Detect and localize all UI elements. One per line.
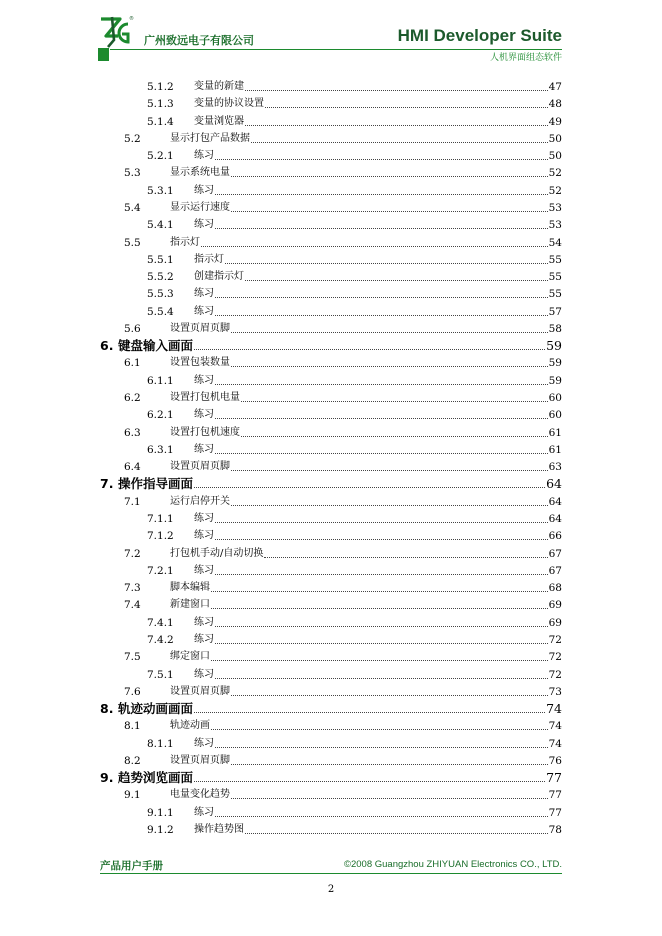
toc-entry-page: 57 — [548, 305, 562, 318]
toc-entry-page: 47 — [548, 81, 562, 93]
toc-entry-number: 7.4 — [124, 599, 141, 612]
toc-entry-title: 打包机手动/自动切换 — [170, 547, 264, 559]
toc-dot-leader — [225, 263, 548, 264]
toc-entry-title: 练习 — [194, 737, 214, 749]
toc-entry-number: 6. — [100, 338, 114, 354]
toc-entry[interactable] — [0, 182, 662, 199]
toc-entry[interactable] — [0, 683, 662, 700]
toc-dot-leader — [245, 280, 548, 281]
toc-entry-number: 7. — [100, 476, 114, 492]
toc-entry[interactable] — [0, 251, 662, 268]
toc-entry[interactable] — [0, 579, 662, 596]
toc-entry[interactable] — [0, 648, 662, 665]
toc-entry-number: 5.5.2 — [147, 271, 174, 284]
toc-dot-leader — [211, 591, 548, 592]
toc-entry-title: 练习 — [194, 530, 214, 542]
toc-entry[interactable] — [0, 354, 662, 371]
toc-entry[interactable] — [0, 493, 662, 510]
toc-entry-number: 5.1.4 — [147, 115, 174, 128]
toc-entry-number: 5.5.3 — [147, 288, 174, 301]
toc-entry-page: 59 — [546, 338, 562, 354]
toc-dot-leader — [265, 107, 548, 108]
toc-entry-title: 练习 — [194, 616, 214, 628]
toc-dot-leader — [215, 315, 548, 316]
toc-dot-leader — [215, 194, 548, 195]
toc-dot-leader — [201, 246, 548, 247]
toc-entry-number: 5.1.2 — [147, 81, 174, 93]
footer-rule — [100, 873, 562, 874]
toc-entry-page: 64 — [548, 495, 562, 508]
toc-entry-title: 练习 — [194, 150, 214, 162]
toc-entry[interactable] — [0, 510, 662, 527]
footer-manual-label: 产品用户手册 — [100, 860, 163, 872]
toc-dot-leader — [231, 470, 548, 471]
toc-dot-leader — [231, 695, 548, 696]
toc-entry-page: 60 — [548, 392, 562, 405]
toc-entry[interactable] — [0, 406, 662, 423]
toc-entry[interactable] — [0, 735, 662, 752]
toc-dot-leader — [215, 643, 548, 644]
toc-entry-number: 7.6 — [124, 685, 141, 698]
toc-entry-title: 练习 — [194, 409, 214, 421]
toc-dot-leader — [231, 798, 548, 799]
toc-entry-title: 轨迹动画画面 — [118, 701, 194, 717]
toc-entry-title: 练习 — [194, 443, 214, 455]
toc-entry-title: 练习 — [194, 564, 214, 576]
toc-entry[interactable] — [0, 234, 662, 251]
toc-entry[interactable] — [0, 130, 662, 147]
toc-dot-leader — [194, 781, 545, 782]
toc-dot-leader — [194, 487, 545, 488]
toc-entry[interactable] — [0, 441, 662, 458]
toc-entry-page: 72 — [548, 651, 562, 664]
toc-entry-title: 练习 — [194, 513, 214, 524]
toc-entry-page: 64 — [548, 513, 562, 525]
toc-dot-leader — [231, 505, 548, 506]
toc-entry-number: 7.1 — [124, 495, 141, 508]
toc-entry-number: 5.5 — [124, 236, 141, 249]
toc-entry-page: 52 — [548, 184, 562, 197]
toc-entry-title: 练习 — [194, 374, 214, 386]
toc-entry-page: 74 — [548, 720, 562, 733]
toc-entry-page: 53 — [548, 219, 562, 232]
svg-text:®: ® — [129, 16, 134, 22]
toc-entry[interactable] — [0, 78, 662, 95]
toc-entry-number: 6.4 — [124, 461, 141, 474]
toc-entry-title: 操作指导画面 — [118, 476, 194, 492]
toc-entry[interactable] — [0, 216, 662, 233]
toc-entry-number: 9.1.1 — [147, 806, 174, 819]
toc-entry[interactable] — [0, 303, 662, 320]
toc-entry-page: 74 — [548, 737, 562, 750]
toc-entry-title: 练习 — [194, 288, 214, 300]
toc-entry-page: 59 — [548, 357, 562, 370]
header-rule — [110, 49, 562, 50]
toc-dot-leader — [215, 418, 548, 419]
toc-entry-page: 69 — [548, 599, 562, 612]
toc-dot-leader — [215, 453, 548, 454]
toc-entry-number: 6.3.1 — [147, 443, 174, 456]
toc-entry-title: 创建指示灯 — [194, 271, 244, 283]
toc-entry[interactable] — [0, 752, 662, 769]
toc-entry-title: 运行启停开关 — [170, 495, 230, 507]
toc-entry-title: 指示灯 — [194, 253, 224, 265]
toc-entry-title: 练习 — [194, 184, 214, 196]
toc-dot-leader — [194, 712, 545, 713]
toc-entry[interactable] — [0, 614, 662, 631]
toc-entry-title: 设置包装数量 — [170, 357, 230, 369]
toc-entry-number: 6.1.1 — [147, 374, 174, 387]
toc-entry-number: 5.2.1 — [147, 150, 174, 163]
toc-entry[interactable] — [0, 527, 662, 544]
toc-entry-page: 61 — [548, 426, 562, 439]
toc-entry-number: 8.1 — [124, 720, 141, 733]
toc-entry-page: 61 — [548, 443, 562, 456]
page-header — [98, 14, 562, 64]
toc-entry-number: 5.4.1 — [147, 219, 174, 232]
toc-entry-title: 练习 — [194, 633, 214, 645]
toc-entry-title: 设置打包机速度 — [170, 426, 240, 438]
product-title: HMI Developer Suite — [397, 26, 562, 45]
toc-entry-page: 67 — [548, 547, 562, 560]
toc-dot-leader — [215, 747, 548, 748]
toc-entry[interactable] — [0, 786, 662, 803]
toc-entry-page: 66 — [548, 530, 562, 543]
toc-entry-title: 轨迹动画 — [170, 720, 210, 732]
toc-entry-page: 53 — [548, 201, 562, 214]
toc-entry-number: 6.2.1 — [147, 409, 174, 422]
toc-entry-page: 55 — [548, 253, 562, 266]
toc-entry-page: 54 — [548, 236, 562, 249]
toc-entry-number: 9. — [100, 770, 114, 786]
toc-entry-number: 6.3 — [124, 426, 141, 439]
toc-entry[interactable] — [0, 631, 662, 648]
toc-dot-leader — [215, 297, 548, 298]
toc-entry-title: 设置打包机电量 — [170, 392, 240, 404]
toc-entry-page: 59 — [548, 374, 562, 387]
toc-entry-title: 练习 — [194, 219, 214, 231]
toc-entry[interactable] — [0, 164, 662, 181]
toc-dot-leader — [194, 349, 545, 350]
toc-entry-page: 78 — [548, 824, 562, 837]
brand-square — [98, 48, 109, 61]
toc-entry[interactable] — [0, 700, 662, 717]
toc-entry-page: 58 — [548, 322, 562, 335]
toc-entry[interactable] — [0, 821, 662, 838]
toc-entry-page: 50 — [548, 132, 562, 145]
toc-entry-title: 趋势浏览画面 — [118, 770, 194, 786]
toc-entry-number: 5.1.3 — [147, 98, 174, 111]
toc-entry-title: 练习 — [194, 668, 214, 680]
toc-entry-number: 5.6 — [124, 322, 141, 335]
toc-entry[interactable] — [0, 562, 662, 579]
toc-dot-leader — [215, 574, 548, 575]
toc-entry-number: 7.5.1 — [147, 668, 174, 681]
toc-entry-title: 变量浏览器 — [194, 115, 244, 127]
footer-copyright: ©2008 Guangzhou ZHIYUAN Electronics CO., LTD. — [343, 859, 562, 870]
toc-entry-page: 69 — [548, 616, 562, 629]
toc-dot-leader — [241, 401, 548, 402]
toc-entry-number: 5.5.4 — [147, 305, 174, 318]
toc-entry[interactable] — [0, 337, 662, 354]
toc-entry-title: 绑定窗口 — [170, 651, 210, 663]
toc-entry-page: 50 — [548, 150, 562, 163]
toc-entry-number: 7.4.1 — [147, 616, 174, 629]
toc-entry-number: 7.5 — [124, 651, 141, 664]
toc-entry-page: 64 — [546, 476, 562, 492]
toc-entry[interactable] — [0, 475, 662, 492]
toc-entry[interactable] — [0, 596, 662, 613]
toc-entry-page: 52 — [548, 167, 562, 180]
toc-dot-leader — [241, 436, 548, 437]
toc-entry-page: 72 — [548, 633, 562, 646]
toc-entry-number: 6.2 — [124, 392, 141, 405]
toc-entry-title: 变量的新建 — [194, 81, 244, 92]
toc-dot-leader — [215, 228, 548, 229]
toc-dot-leader — [215, 539, 548, 540]
toc-entry-page: 68 — [548, 582, 562, 595]
toc-dot-leader — [211, 729, 548, 730]
toc-dot-leader — [245, 833, 548, 834]
toc-entry-title: 设置页眉页脚 — [170, 322, 230, 334]
toc-entry-title: 练习 — [194, 806, 214, 818]
company-name: 广州致远电子有限公司 — [144, 34, 254, 47]
toc-entry-title: 设置页眉页脚 — [170, 754, 230, 766]
toc-dot-leader — [215, 522, 548, 523]
toc-entry[interactable] — [0, 666, 662, 683]
toc-entry[interactable] — [0, 268, 662, 285]
toc-entry-number: 8.2 — [124, 754, 141, 767]
toc-entry-title: 脚本编辑 — [170, 582, 210, 594]
toc-entry-page: 77 — [548, 789, 562, 802]
toc-entry-title: 显示打包产品数据 — [170, 132, 250, 144]
toc-entry-title: 指示灯 — [170, 236, 200, 248]
toc-entry-title: 电量变化趋势 — [170, 789, 230, 801]
toc-entry-title: 设置页眉页脚 — [170, 685, 230, 697]
toc-dot-leader — [231, 176, 548, 177]
toc-dot-leader — [231, 211, 548, 212]
toc-entry-title: 新建窗口 — [170, 599, 210, 611]
toc-entry-title: 操作趋势图 — [194, 824, 244, 836]
toc-entry-page: 74 — [546, 701, 562, 717]
toc-dot-leader — [231, 764, 548, 765]
toc-entry-page: 60 — [548, 409, 562, 422]
toc-dot-leader — [215, 626, 548, 627]
toc-entry-title: 显示系统电量 — [170, 167, 230, 179]
toc-entry[interactable] — [0, 458, 662, 475]
toc-dot-leader — [251, 142, 548, 143]
toc-entry-page: 72 — [548, 668, 562, 681]
toc-entry[interactable] — [0, 389, 662, 406]
toc-entry-title: 显示运行速度 — [170, 201, 230, 213]
toc-entry-number: 6.1 — [124, 357, 141, 370]
toc-entry-number: 5.5.1 — [147, 253, 174, 266]
toc-entry[interactable] — [0, 113, 662, 130]
toc-entry-page: 77 — [548, 806, 562, 819]
toc-dot-leader — [211, 660, 548, 661]
toc-entry-number: 7.4.2 — [147, 633, 174, 646]
page-number: 2 — [327, 884, 335, 895]
toc-entry-title: 练习 — [194, 305, 214, 317]
toc-entry-title: 键盘输入画面 — [118, 338, 194, 354]
toc-dot-leader — [215, 678, 548, 679]
toc-entry-page: 55 — [548, 271, 562, 284]
toc-dot-leader — [215, 159, 548, 160]
toc-entry-number: 9.1 — [124, 789, 141, 802]
toc-entry[interactable] — [0, 545, 662, 562]
toc-entry[interactable] — [0, 424, 662, 441]
toc-dot-leader — [215, 384, 548, 385]
toc-entry-number: 7.1.2 — [147, 530, 174, 543]
toc-entry-page: 67 — [548, 564, 562, 577]
toc-dot-leader — [215, 816, 548, 817]
toc-entry[interactable] — [0, 372, 662, 389]
toc-dot-leader — [231, 332, 548, 333]
toc-entry-page: 63 — [548, 461, 562, 474]
toc-entry-page: 48 — [548, 98, 562, 111]
toc-entry-page: 49 — [548, 115, 562, 128]
toc-entry-number: 8. — [100, 701, 114, 717]
toc-entry[interactable] — [0, 769, 662, 786]
toc-entry[interactable] — [0, 95, 662, 112]
toc-entry[interactable] — [0, 717, 662, 734]
product-subtitle: 人机界面组态软件 — [489, 53, 562, 63]
toc-entry-title: 变量的协议设置 — [194, 98, 264, 110]
toc-dot-leader — [211, 608, 548, 609]
toc-entry-page: 76 — [548, 754, 562, 767]
toc-entry-number: 7.2.1 — [147, 564, 174, 577]
toc-entry[interactable] — [0, 285, 662, 302]
toc-entry[interactable] — [0, 147, 662, 164]
toc-entry-page: 77 — [546, 770, 562, 786]
toc-entry-number: 7.2 — [124, 547, 141, 560]
toc-entry-title: 设置页眉页脚 — [170, 461, 230, 473]
toc-dot-leader — [245, 125, 548, 126]
toc-entry-number: 9.1.2 — [147, 824, 174, 837]
toc-entry-number: 7.3 — [124, 582, 141, 595]
toc-entry-page: 73 — [548, 685, 562, 698]
toc-dot-leader — [264, 557, 547, 558]
zlg-logo-icon — [98, 14, 134, 50]
toc-entry[interactable] — [0, 320, 662, 337]
toc-dot-leader — [245, 90, 548, 91]
toc-entry-page: 55 — [548, 288, 562, 301]
toc-entry-number: 8.1.1 — [147, 737, 174, 750]
toc-entry-number: 5.4 — [124, 201, 141, 214]
toc-entry-number: 5.2 — [124, 132, 141, 145]
toc-entry[interactable] — [0, 199, 662, 216]
toc-entry-number: 5.3.1 — [147, 184, 174, 197]
toc-dot-leader — [231, 366, 548, 367]
toc-entry-number: 5.3 — [124, 167, 141, 180]
toc-entry-number: 7.1.1 — [147, 513, 174, 525]
toc-entry[interactable] — [0, 804, 662, 821]
